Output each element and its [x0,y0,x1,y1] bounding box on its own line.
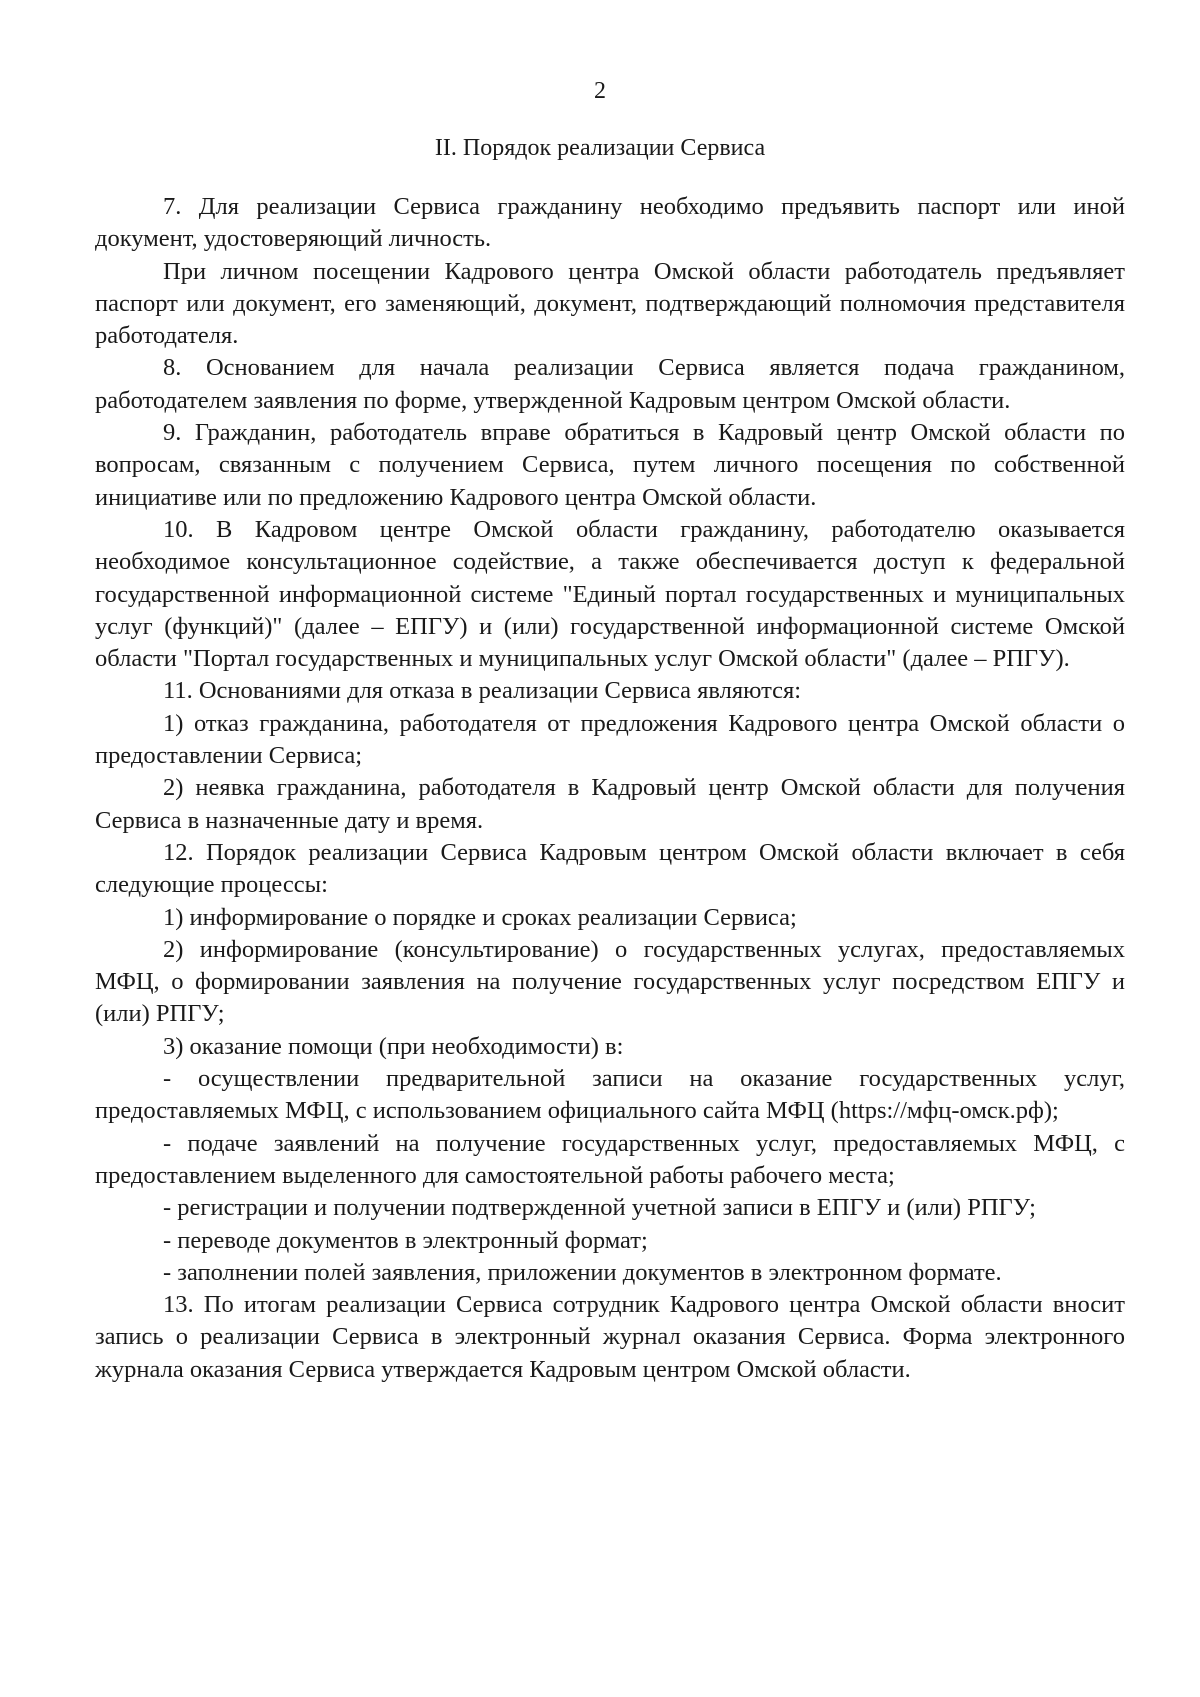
paragraph-12: 12. Порядок реализации Сервиса Кадровым центром Омской области включает в себя следующие процессы: [95,838,1125,899]
section-title: II. Порядок реализации Сервиса [434,135,766,161]
paragraph-9: 9. Гражданин, работодатель вправе обратиться в Кадровый центр Омской области по вопросам, связанным с получением Сервиса, путем личного посещения по собственной инициативе или по предложению Кадрового центра Омской области. [95,419,1125,511]
paragraph-12-item-2: 2) информирование (консультирование) о государственных услугах, предоставляемых МФЦ, о формировании заявления на получение государственных услуг посредством ЕПГУ и (или) РПГУ; [95,935,1125,1028]
paragraph-12-item-3: 3) оказание помощи (при необходимости) в: [163,1032,624,1060]
paragraph-11-item-1: 1) отказ гражданина, работодателя от предложения Кадрового центра Омской области о предоставлении Сервиса; [95,709,1125,770]
paragraph-12-subitem-4: - переводе документов в электронный формат; [163,1226,648,1254]
document-body [95,191,1125,1386]
paragraph-7: 7. Для реализации Сервиса гражданину необходимо предъявить паспорт или иной документ, удостоверяющий личность. [95,193,1125,253]
paragraph-10: 10. В Кадровом центре Омской области гражданину, работодателю оказывается необходимое консультационное содействие, а также обеспечивается доступ к федеральной государственной информационной системе "Единый портал государственных и муниципальных услуг (функций)" (далее – ЕПГУ) и (или) государственной информационной системе Омской области "Портал государственных и муниципальных услуг Омской области" (далее – РПГУ). [95,515,1125,673]
paragraph-12-subitem-5: - заполнении полей заявления, приложении документов в электронном формате. [163,1258,1002,1286]
paragraph-11: 11. Основаниями для отказа в реализации Сервиса являются: [163,677,802,705]
paragraph-12-item-1: 1) информирование о порядке и сроках реализации Сервиса; [163,903,797,931]
paragraph-12-subitem-2: - подаче заявлений на получение государственных услуг, предоставляемых МФЦ, с предоставлением выделенного для самостоятельной работы рабочего места; [95,1129,1125,1189]
paragraph-7-employer: При личном посещении Кадрового центра Омской области работодатель предъявляет паспорт или документ, его заменяющий, документ, подтверждающий полномочия представителя работодателя. [95,257,1125,350]
paragraph-8: 8. Основанием для начала реализации Сервиса является подача гражданином, работодателем заявления по форме, утвержденной Кадровым центром Омской области. [95,354,1125,414]
page-number: 2 [594,78,606,104]
paragraph-11-item-2: 2) неявка гражданина, работодателя в Кадровый центр Омской области для получения Сервиса в назначенные дату и время. [95,774,1125,834]
paragraph-12-subitem-3: - регистрации и получении подтвержденной учетной записи в ЕПГУ и (или) РПГУ; [163,1194,1036,1222]
paragraph-13: 13. По итогам реализации Сервиса сотрудник Кадрового центра Омской области вносит запись о реализации Сервиса в электронный журнал оказания Сервиса. Форма электронного журнала оказания Сервиса утверждается Кадровым центром Омской области. [95,1291,1125,1383]
paragraph-12-subitem-1: - осуществлении предварительной записи на оказание государственных услуг, предоставляемых МФЦ, с использованием официального сайта МФЦ (https://мфц-омск.рф); [95,1065,1125,1125]
